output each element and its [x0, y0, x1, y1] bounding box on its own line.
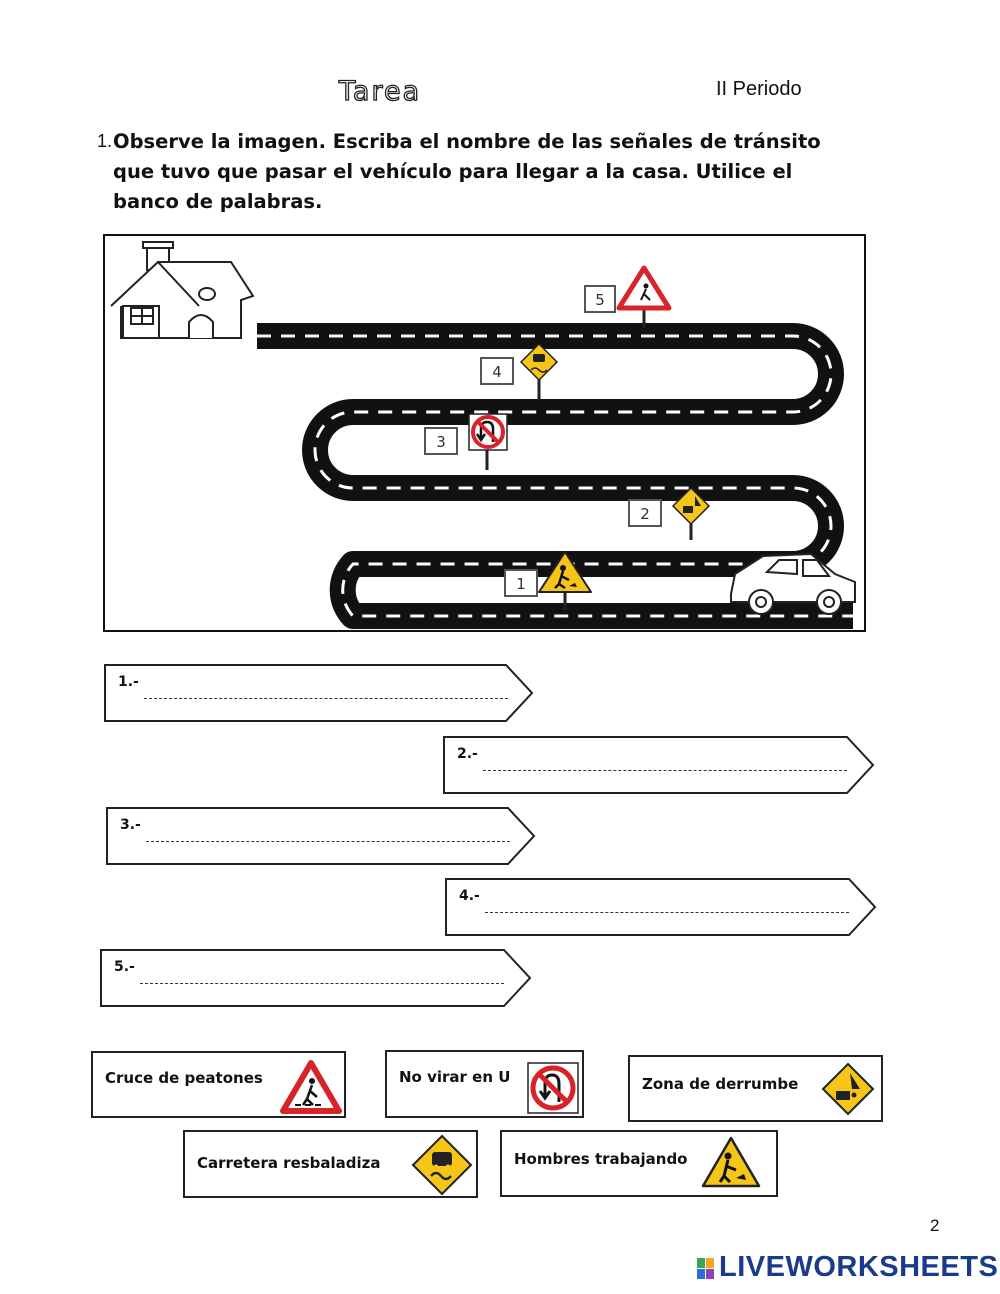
question-number: 1.	[97, 131, 113, 151]
answer-arrow-3	[106, 807, 536, 865]
answer-arrow-5	[100, 949, 532, 1007]
page-title: Tarea	[338, 76, 422, 107]
answer-label-2: 2.-	[457, 746, 478, 762]
word-bank-card-3	[628, 1055, 883, 1122]
answer-label-1: 1.-	[118, 674, 139, 690]
marker-4-number: 4	[492, 363, 502, 381]
answer-input-4[interactable]	[485, 890, 849, 913]
answer-arrow-2	[443, 736, 875, 794]
marker-3-number: 3	[436, 433, 446, 451]
word-bank-text-2: No virar en U	[399, 1068, 511, 1086]
men-working-sign-icon	[700, 1134, 762, 1192]
word-bank-text-4: Carretera resbaladiza	[197, 1154, 381, 1172]
page-number: 2	[930, 1216, 940, 1235]
no-u-turn-sign-icon	[527, 1062, 581, 1116]
answer-input-3[interactable]	[146, 819, 510, 842]
period-label: II Periodo	[716, 78, 802, 100]
answer-input-2[interactable]	[483, 748, 847, 771]
word-bank-text-3: Zona de derrumbe	[642, 1075, 799, 1093]
marker-1-number: 1	[516, 575, 526, 593]
word-bank-text-5: Hombres trabajando	[514, 1150, 688, 1168]
marker-2-number: 2	[640, 505, 650, 523]
answer-arrow-4	[445, 878, 877, 936]
word-bank-card-4	[183, 1130, 478, 1198]
word-bank-text-1: Cruce de peatones	[105, 1069, 263, 1087]
answer-label-3: 3.-	[120, 817, 141, 833]
brand-name: LIVEWORKSHEETS	[719, 1251, 999, 1283]
word-bank-card-2	[385, 1050, 584, 1118]
slippery-road-sign-icon	[411, 1134, 473, 1196]
word-bank-card-5	[500, 1130, 778, 1197]
liveworksheets-logo-icon	[697, 1258, 715, 1280]
answer-input-1[interactable]	[144, 676, 508, 699]
answer-label-5: 5.-	[114, 959, 135, 975]
rockfall-sign-icon	[820, 1061, 876, 1117]
question-text: Observe la imagen. Escriba el nombre de las señales de tránsito que tuvo que pasar el vehículo para llegar a la casa. Utilice el banco de palabras.	[113, 130, 821, 213]
answer-label-4: 4.-	[459, 888, 480, 904]
answer-input-5[interactable]	[140, 961, 504, 984]
road-map-illustration	[103, 234, 866, 632]
answer-arrow-1	[104, 664, 534, 722]
marker-5-number: 5	[595, 291, 605, 309]
pedestrian-crossing-sign-icon	[279, 1059, 343, 1115]
word-bank-card-1	[91, 1051, 346, 1118]
